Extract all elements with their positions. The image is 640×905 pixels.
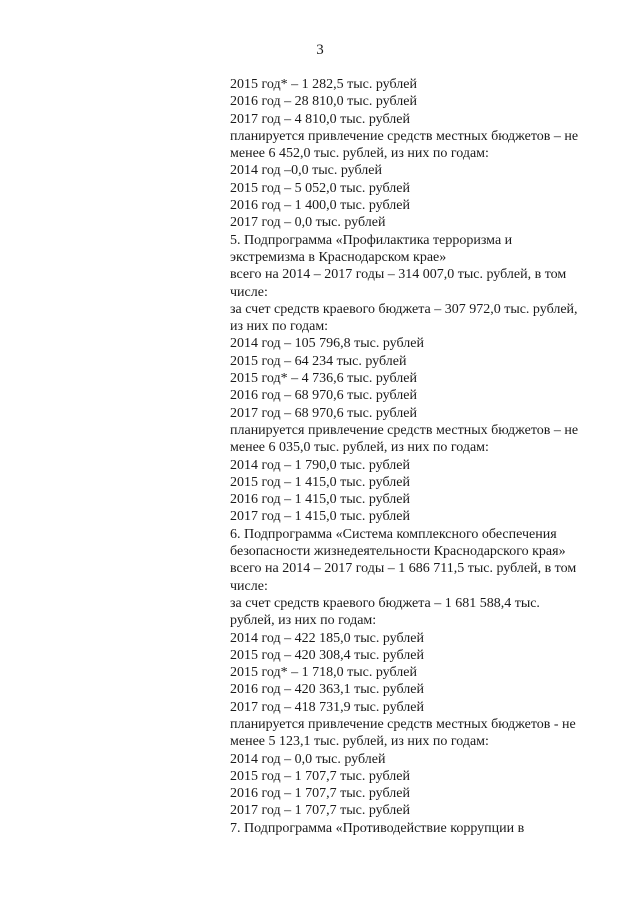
text-line: 2014 год –0,0 тыс. рублей bbox=[230, 163, 382, 179]
text-line: менее 5 123,1 тыс. рублей, из них по годам: bbox=[230, 734, 489, 750]
text-line: 2015 год* – 1 718,0 тыс. рублей bbox=[230, 665, 417, 681]
text-line: за счет средств краевого бюджета – 307 972,0 тыс. рублей, bbox=[230, 301, 578, 317]
text-line: 2014 год – 422 185,0 тыс. рублей bbox=[230, 630, 424, 646]
text-line: числе: bbox=[230, 284, 268, 300]
text-line: 2015 год – 5 052,0 тыс. рублей bbox=[230, 180, 410, 196]
text-line: 2015 год* – 4 736,6 тыс. рублей bbox=[230, 371, 417, 387]
text-line: 2015 год – 1 415,0 тыс. рублей bbox=[230, 474, 410, 490]
text-line: числе: bbox=[230, 578, 268, 594]
page-number: 3 bbox=[316, 42, 324, 58]
text-line: 2015 год – 420 308,4 тыс. рублей bbox=[230, 647, 424, 663]
text-line: планируется привлечение средств местных бюджетов - не bbox=[230, 716, 576, 732]
text-line: 2017 год – 1 415,0 тыс. рублей bbox=[230, 509, 410, 525]
text-line: 5. Подпрограмма «Профилактика терроризма и bbox=[230, 232, 513, 248]
text-line: 2014 год – 1 790,0 тыс. рублей bbox=[230, 457, 410, 473]
text-line: менее 6 452,0 тыс. рублей, из них по годам: bbox=[230, 146, 489, 162]
text-line: планируется привлечение средств местных бюджетов – не bbox=[230, 422, 579, 438]
text-line: за счет средств краевого бюджета – 1 681 588,4 тыс. bbox=[230, 595, 540, 611]
text-line: рублей, из них по годам: bbox=[230, 613, 377, 629]
text-line: 2017 год – 4 810,0 тыс. рублей bbox=[230, 111, 410, 127]
text-line: планируется привлечение средств местных бюджетов – не bbox=[230, 128, 579, 144]
text-line: менее 6 035,0 тыс. рублей, из них по годам: bbox=[230, 440, 489, 456]
text-line: 6. Подпрограмма «Система комплексного обеспечения bbox=[230, 526, 557, 542]
text-line: 2016 год – 1 415,0 тыс. рублей bbox=[230, 492, 410, 508]
text-line: 2017 год – 68 970,6 тыс. рублей bbox=[230, 405, 417, 421]
document-body bbox=[230, 76, 610, 837]
text-line: 2017 год – 418 731,9 тыс. рублей bbox=[230, 699, 424, 715]
text-line: 2016 год – 420 363,1 тыс. рублей bbox=[230, 682, 424, 698]
text-line: 2016 год – 68 970,6 тыс. рублей bbox=[230, 388, 417, 404]
text-line: 2016 год – 28 810,0 тыс. рублей bbox=[230, 94, 417, 110]
text-line: всего на 2014 – 2017 годы – 314 007,0 тыс. рублей, в том bbox=[230, 267, 567, 283]
text-line: 2016 год – 1 400,0 тыс. рублей bbox=[230, 198, 410, 214]
text-line: всего на 2014 – 2017 годы – 1 686 711,5 тыс. рублей, в том bbox=[230, 561, 577, 577]
text-line: из них по годам: bbox=[230, 319, 329, 335]
text-line: 2014 год – 0,0 тыс. рублей bbox=[230, 751, 386, 767]
text-line: 2015 год – 64 234 тыс. рублей bbox=[230, 353, 407, 369]
text-line: 7. Подпрограмма «Противодействие коррупции в bbox=[230, 820, 525, 836]
text-line: 2015 год – 1 707,7 тыс. рублей bbox=[230, 768, 410, 784]
text-line: экстремизма в Краснодарском крае» bbox=[230, 249, 447, 265]
text-line: 2016 год – 1 707,7 тыс. рублей bbox=[230, 786, 410, 802]
text-line: 2014 год – 105 796,8 тыс. рублей bbox=[230, 336, 424, 352]
text-line: безопасности жизнедеятельности Краснодарского края» bbox=[230, 544, 566, 560]
text-line: 2015 год* – 1 282,5 тыс. рублей bbox=[230, 77, 417, 92]
text-line: 2017 год – 1 707,7 тыс. рублей bbox=[230, 803, 410, 819]
text-line: 2017 год – 0,0 тыс. рублей bbox=[230, 215, 386, 231]
